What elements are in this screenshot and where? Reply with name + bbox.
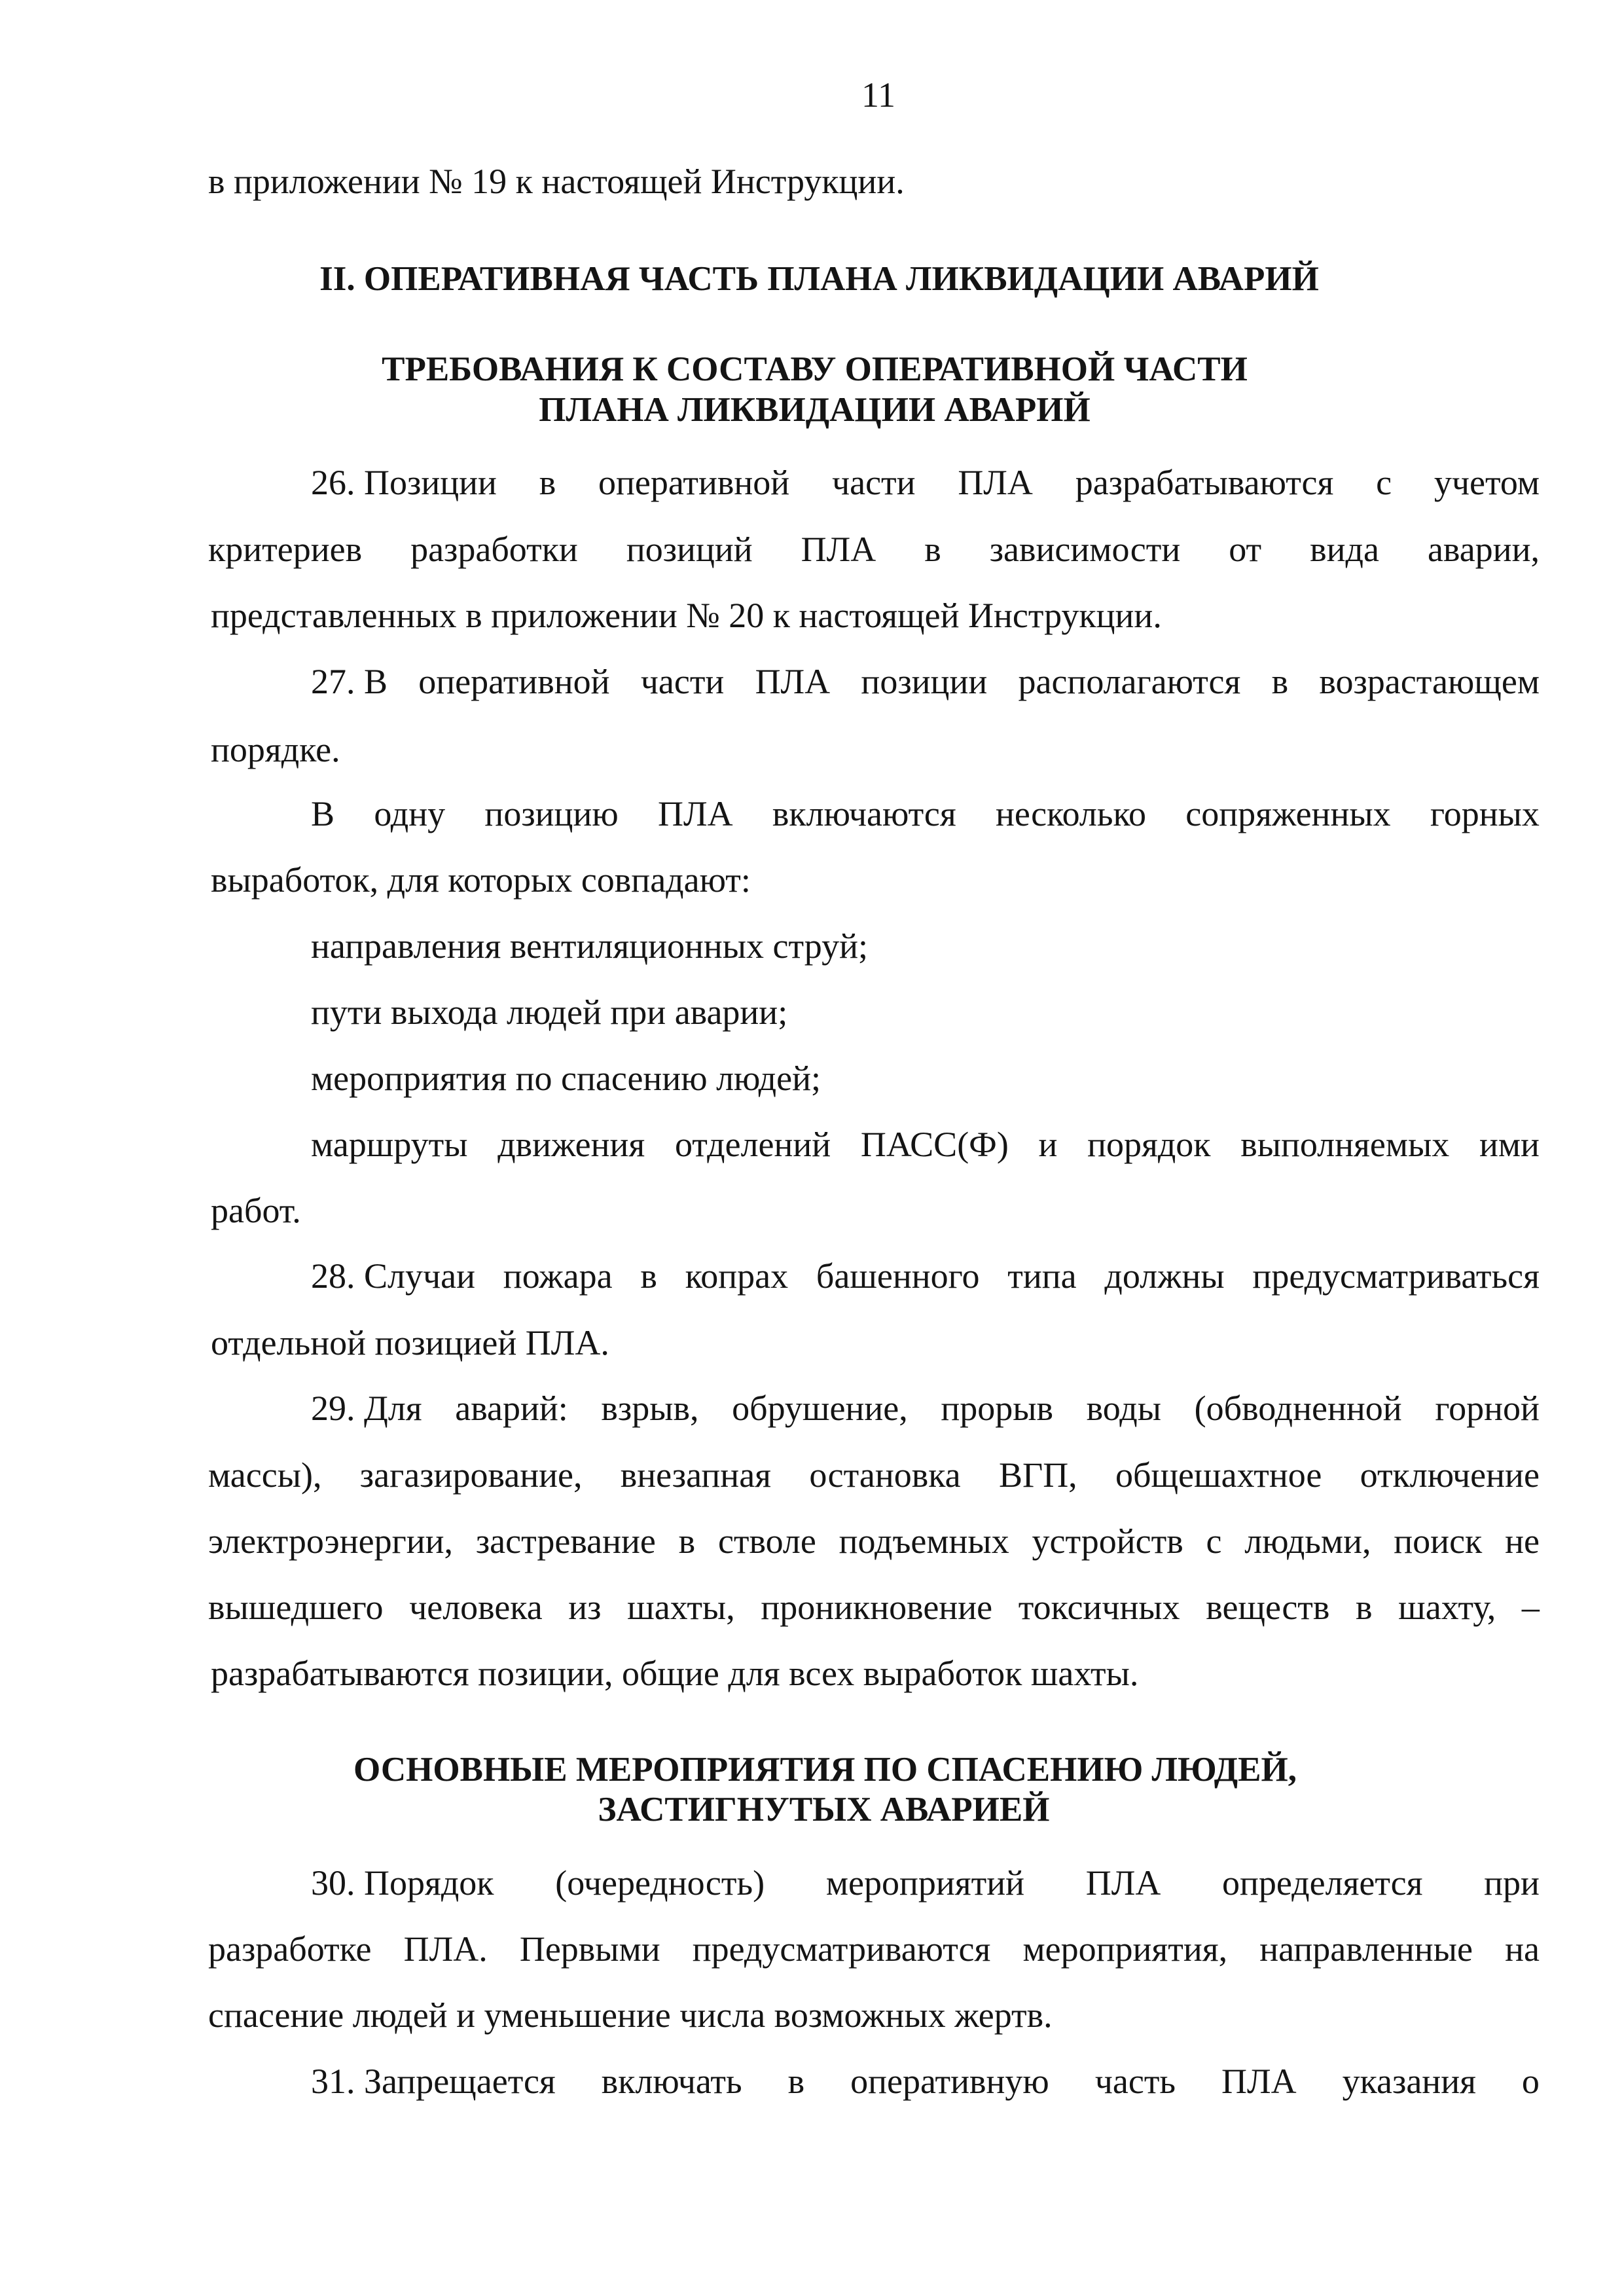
word: позиций: [626, 530, 753, 569]
word: оперативной: [598, 463, 790, 502]
paragraph-27c-line-1: [311, 1127, 1540, 1162]
subheading-1-line-1: ТРЕБОВАНИЯ К СОСТАВУ ОПЕРАТИВНОЙ ЧАСТИ: [382, 350, 1248, 388]
paragraph-27c-line-2: работ.: [211, 1191, 301, 1230]
word: направленные: [1259, 1929, 1473, 1969]
word: воды: [1086, 1389, 1161, 1428]
paragraph-26-line-3: представленных в приложении № 20 к настоящей Инструкции.: [211, 596, 1162, 635]
word: возрастающем: [1319, 662, 1540, 701]
word: остановка: [809, 1455, 961, 1495]
word: (обводненной: [1194, 1389, 1402, 1428]
word: обрушение,: [732, 1389, 908, 1428]
word: на: [1505, 1929, 1540, 1969]
word: критериев: [208, 530, 363, 569]
word: шахту,: [1398, 1588, 1496, 1627]
paragraph-29-line-2: [208, 1457, 1540, 1493]
subheading-1-line-2: ПЛАНА ЛИКВИДАЦИИ АВАРИЙ: [539, 391, 1091, 429]
paragraph-27b-line-1: [311, 796, 1540, 831]
word: шахты,: [627, 1588, 735, 1627]
word: –: [1521, 1588, 1540, 1627]
word: токсичных: [1018, 1588, 1180, 1627]
word: в: [640, 1256, 657, 1296]
page-number: 11: [861, 75, 895, 115]
word: разрабатываются: [1075, 463, 1334, 502]
word: не: [1505, 1522, 1540, 1561]
paragraph-28-line-1: [311, 1258, 1540, 1294]
word: ВГП,: [998, 1455, 1077, 1495]
word: застревание: [475, 1522, 656, 1561]
word: и: [1038, 1125, 1058, 1164]
word: загазирование,: [359, 1455, 583, 1495]
subheading-2-line-2: ЗАСТИГНУТЫХ АВАРИЕЙ: [598, 1791, 1050, 1829]
word: из: [568, 1588, 602, 1627]
word: 28. Случаи: [311, 1256, 475, 1296]
word: учетом: [1434, 463, 1540, 502]
word: ПАСС(Ф): [860, 1125, 1009, 1164]
word: вышедшего: [208, 1588, 384, 1627]
word: устройств: [1032, 1522, 1183, 1561]
word: пожара: [503, 1256, 613, 1296]
word: 27. В: [311, 662, 388, 701]
word: отключение: [1360, 1455, 1540, 1495]
word: ПЛА: [657, 794, 733, 833]
paragraph-27-line-1: [311, 664, 1540, 699]
paragraph-29-line-4: [208, 1590, 1540, 1625]
paragraph-31-line-1: [311, 2064, 1540, 2099]
word: горной: [1435, 1389, 1540, 1428]
paragraph-29-line-1: [311, 1391, 1540, 1426]
word: при: [1484, 1863, 1540, 1903]
word: маршруты: [311, 1125, 468, 1164]
paragraph-28-line-2: отдельной позицией ПЛА.: [211, 1323, 609, 1362]
word: отделений: [674, 1125, 831, 1164]
word: аварий:: [455, 1389, 568, 1428]
paragraph-29-line-5: разрабатываются позиции, общие для всех выработок шахты.: [211, 1654, 1139, 1693]
word: ПЛА: [958, 463, 1033, 502]
word: типа: [1007, 1256, 1077, 1296]
word: разработке: [208, 1929, 372, 1969]
word: часть: [1094, 2062, 1176, 2101]
word: с: [1206, 1522, 1222, 1561]
section-title: II. ОПЕРАТИВНАЯ ЧАСТЬ ПЛАНА ЛИКВИДАЦИИ АВАРИЙ: [319, 260, 1319, 298]
word: сопряженных: [1185, 794, 1391, 833]
word: оперативную: [850, 2062, 1049, 2101]
paragraph-30-line-2: [208, 1931, 1540, 1967]
word: (очередность): [555, 1863, 765, 1903]
word: башенного: [816, 1256, 980, 1296]
word: поиск: [1394, 1522, 1483, 1561]
word: мероприятия,: [1022, 1929, 1228, 1969]
word: определяется: [1222, 1863, 1423, 1903]
word: аварии,: [1427, 530, 1540, 569]
list-item: мероприятия по спасению людей;: [311, 1059, 821, 1098]
word: ПЛА: [801, 530, 876, 569]
word: в: [539, 463, 556, 502]
list-item: пути выхода людей при аварии;: [311, 993, 788, 1032]
word: подъемных: [839, 1522, 1009, 1561]
word: общешахтное: [1115, 1455, 1322, 1495]
word: выполняемых: [1240, 1125, 1450, 1164]
subheading-2-line-1: ОСНОВНЫЕ МЕРОПРИЯТИЯ ПО СПАСЕНИЮ ЛЮДЕЙ,: [353, 1751, 1297, 1789]
word: одну: [374, 794, 446, 833]
word: проникновение: [761, 1588, 993, 1627]
word: человека: [409, 1588, 543, 1627]
word: 31. Запрещается: [311, 2062, 556, 2101]
word: ПЛА: [1085, 1863, 1161, 1903]
list-item: направления вентиляционных струй;: [311, 926, 868, 966]
word: 26. Позиции: [311, 463, 497, 502]
word: 30. Порядок: [311, 1863, 494, 1903]
paragraph-27b-line-2: выработок, для которых совпадают:: [211, 860, 751, 900]
word: части: [831, 463, 916, 502]
word: ими: [1479, 1125, 1540, 1164]
word: внезапная: [620, 1455, 771, 1495]
word: зависимости: [989, 530, 1181, 569]
word: ПЛА: [1221, 2062, 1297, 2101]
word: в: [1356, 1588, 1373, 1627]
word: оперативной: [418, 662, 610, 701]
word: должны: [1104, 1256, 1225, 1296]
word: ПЛА: [755, 662, 831, 701]
word: массы),: [208, 1455, 322, 1495]
word: мероприятий: [825, 1863, 1024, 1903]
word: порядок: [1087, 1125, 1211, 1164]
word: несколько: [995, 794, 1146, 833]
word: Первыми: [519, 1929, 660, 1969]
word: электроэнергии,: [208, 1522, 454, 1561]
word: взрыв,: [601, 1389, 699, 1428]
word: людьми,: [1244, 1522, 1371, 1561]
word: копрах: [685, 1256, 789, 1296]
word: части: [640, 662, 725, 701]
word: в: [678, 1522, 696, 1561]
paragraph-26-line-2: [208, 532, 1540, 567]
word: позиции: [861, 662, 988, 701]
word: горных: [1430, 794, 1540, 833]
word: с: [1376, 463, 1392, 502]
word: стволе: [717, 1522, 816, 1561]
word: позицию: [484, 794, 619, 833]
intro-line: в приложении № 19 к настоящей Инструкции.: [208, 162, 905, 201]
word: в: [1271, 662, 1289, 701]
word: В: [311, 794, 335, 833]
word: в: [787, 2062, 805, 2101]
paragraph-27-line-2: порядке.: [211, 730, 340, 769]
word: в: [924, 530, 941, 569]
word: указания: [1342, 2062, 1476, 2101]
word: ПЛА.: [403, 1929, 488, 1969]
word: включать: [601, 2062, 742, 2101]
word: включаются: [772, 794, 956, 833]
paragraph-26-line-1: [311, 465, 1540, 500]
paragraph-29-line-3: [208, 1523, 1540, 1559]
word: разработки: [410, 530, 578, 569]
word: располагаются: [1018, 662, 1241, 701]
word: предусматриваться: [1252, 1256, 1540, 1296]
word: от: [1229, 530, 1262, 569]
word: 29. Для: [311, 1389, 422, 1428]
word: веществ: [1206, 1588, 1330, 1627]
paragraph-30-line-3: спасение людей и уменьшение числа возможных жертв.: [208, 1995, 1053, 2035]
word: вида: [1310, 530, 1379, 569]
paragraph-30-line-1: [311, 1865, 1540, 1901]
word: прорыв: [941, 1389, 1054, 1428]
word: о: [1521, 2062, 1540, 2101]
word: движения: [497, 1125, 645, 1164]
word: предусматриваются: [692, 1929, 991, 1969]
